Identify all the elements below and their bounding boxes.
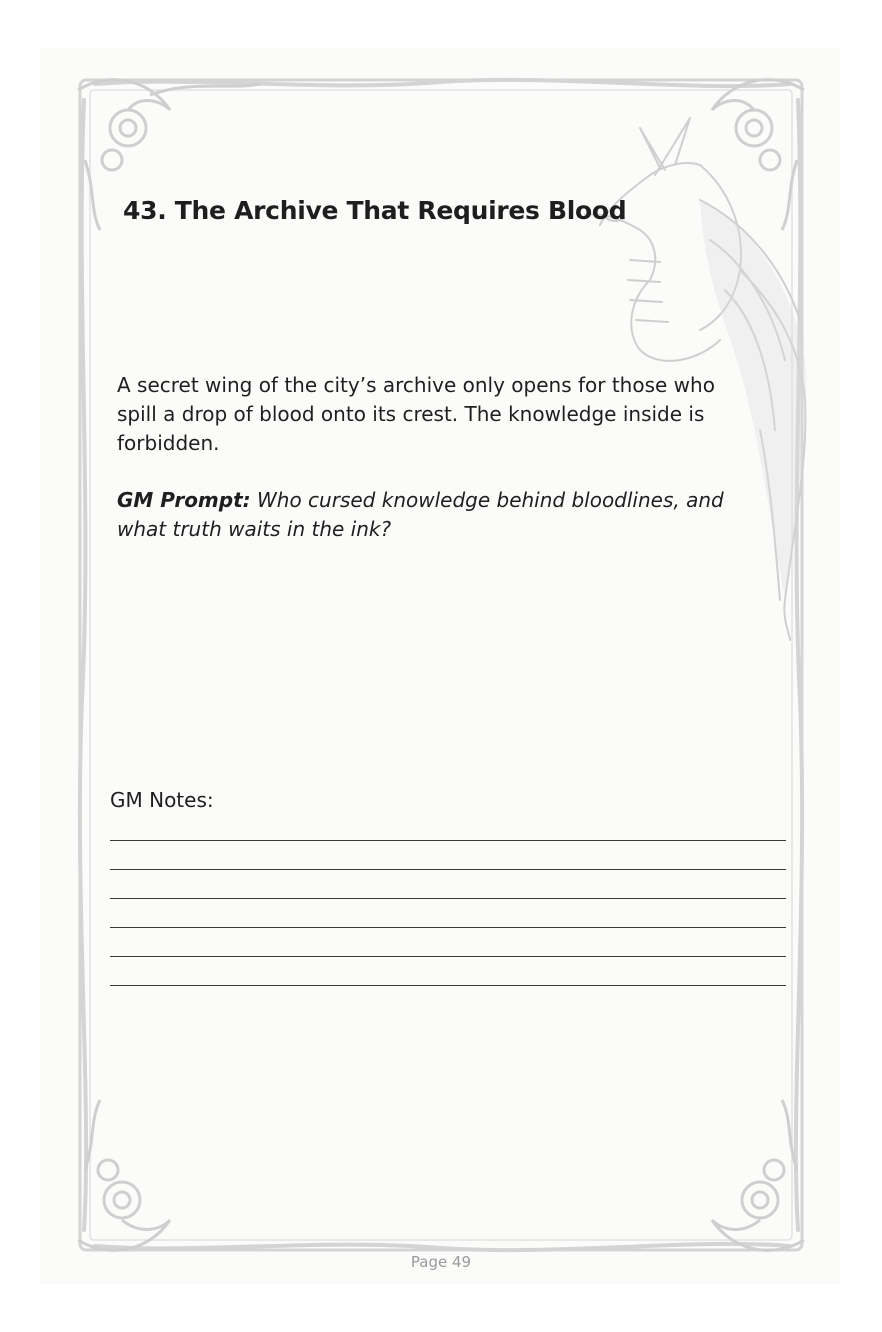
notes-line[interactable] bbox=[110, 870, 786, 899]
scenario-description: A secret wing of the city’s archive only opens for those who spill a drop of blood onto its crest. The knowledge inside is forbidden. bbox=[117, 373, 715, 455]
gm-prompt-label: GM Prompt: bbox=[117, 488, 251, 512]
page-number: Page 49 bbox=[410, 1253, 472, 1271]
notes-line[interactable] bbox=[110, 841, 786, 870]
gm-notes-label: GM Notes: bbox=[110, 788, 214, 812]
gm-prompt-text: Who cursed knowledge behind bloodlines, and what truth waits in the ink? bbox=[117, 488, 724, 541]
page-title: 43. The Archive That Requires Blood bbox=[123, 196, 627, 225]
gm-notes-lines bbox=[110, 812, 786, 986]
notes-line[interactable] bbox=[110, 957, 786, 986]
notes-line[interactable] bbox=[110, 928, 786, 957]
notes-line[interactable] bbox=[110, 899, 786, 928]
page-sheet bbox=[40, 48, 840, 1284]
gm-prompt bbox=[117, 486, 757, 544]
notes-line[interactable] bbox=[110, 812, 786, 841]
